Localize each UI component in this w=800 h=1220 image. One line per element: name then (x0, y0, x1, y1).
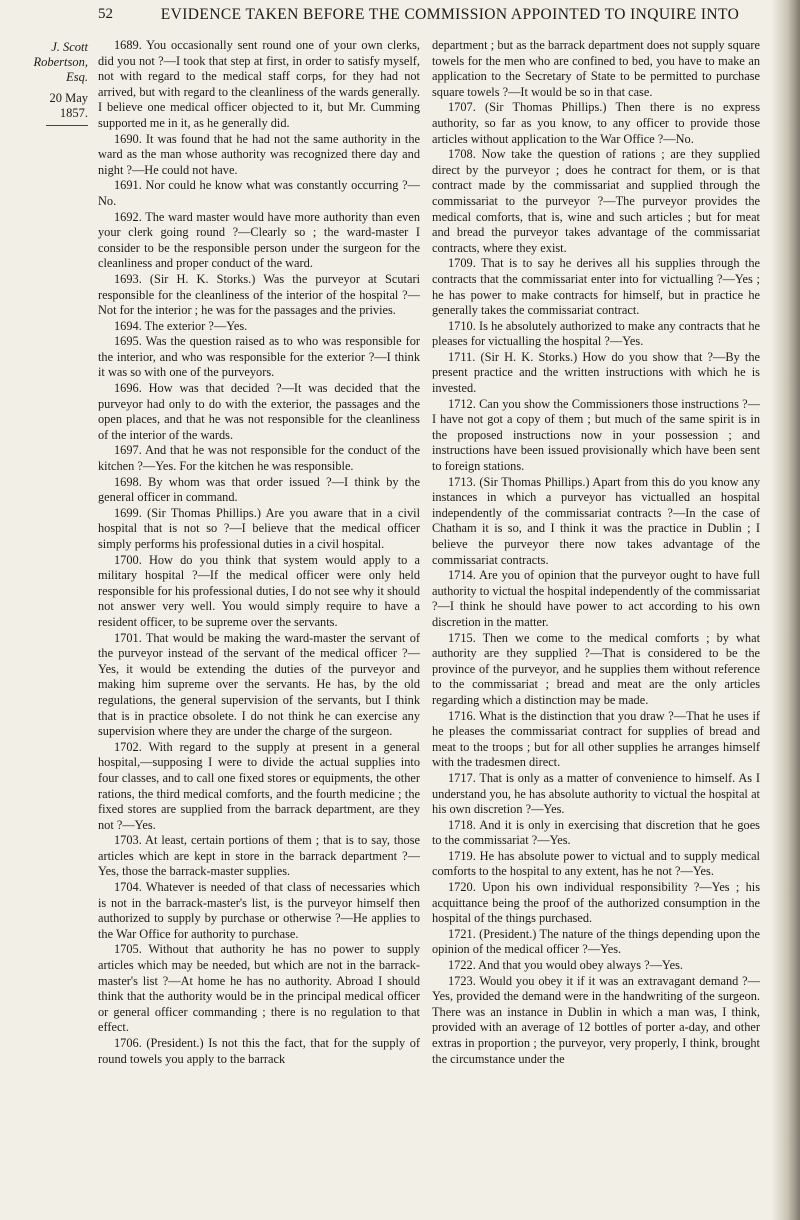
paragraph: 1697. And that he was not responsible for the conduct of the kitchen ?—Yes. For the kitchen he was responsible. (98, 443, 420, 474)
paragraph: 1722. And that you would obey always ?—Yes. (448, 958, 683, 973)
paragraph: 1703. At least, certain portions of them ; that is to say, those articles which are kept in store in the barrack department ?—Yes, those the barrack-master supplies. (98, 833, 420, 879)
paragraph: 1708. Now take the question of rations ; are they supplied direct by the purveyor ; does he contract for them, or is that contract made by the commissariat and supplied through the commissariat to the purveyor ?—The purveyor provides the medical comforts, that is, wine and such articles ; but for meat and bread the purveyor takes advantage of the commissariat contracts, where they exist. (432, 147, 760, 255)
paragraph: 1696. How was that decided ?—It was decided that the purveyor had only to do with the exterior, the passages and the open places, and that he was not responsible for the cleanliness of the interior of the wards. (98, 381, 420, 442)
paragraph: department ; but as the barrack department does not supply square towels for the men who are confined to bed, you have to make an application to the Secretary of State to be permitted to purchase square towels ?—It would be so in that case. (432, 38, 760, 99)
paragraph: 1713. (Sir Thomas Phillips.) Apart from this do you know any instances in which a purveyor has victualled an hospital independently of the commissariat contracts ?—In the case of Chatham it is so, and I think it was the practice in Dublin ; I believe the purveyor there now takes advantage of the commissariat contracts. (432, 474, 760, 567)
running-head: EVIDENCE TAKEN BEFORE THE COMMISSION APPOINTED TO INQUIRE INTO (160, 6, 740, 23)
paragraph: 1709. That is to say he derives all his supplies through the contracts that the commissariat enter into for victualling ?—Yes ; he has power to make contracts for himself, but in practice he generally takes the commissariat contract. (432, 256, 760, 318)
paragraph: 1690. It was found that he had not the same authority in the ward as the man whose authority was recognized there day and night ?—He could not have. (98, 131, 420, 177)
paragraph: 1712. Can you show the Commissioners those instructions ?—I have not got a copy of them ; but much of the same spirit is in the proposed instructions now in your possession ; and instructions have been issued provisionally which have been sent to foreign stations. (432, 396, 760, 474)
paragraph: 1717. That is only as a matter of convenience to himself. As I understand you, he has absolute authority to victual the hospital at his own discretion ?—Yes. (432, 770, 760, 817)
paragraph: 1716. What is the distinction that you draw ?—That he uses if he pleases the commissariat contract for supplies of bread and meat to the troops ; but for all other supplies he arranges himself with the tradesmen direct. (432, 708, 760, 770)
page-number: 52 (98, 6, 113, 22)
paragraph: 1707. (Sir Thomas Phillips.) Then there is no express authority, so far as you know, to any officer to provide those articles without application to the War Office ?—No. (432, 100, 760, 146)
paragraph: 1702. With regard to the supply at present in a general hospital,—supposing I were to divide the actual supplies into four classes, and to call one fixed stores or equipments, the other rations, the third medical comforts, and the fourth medicine ; the fixed stores are supplied from the barrack department, are they not ?—Yes. (98, 739, 420, 832)
paragraph: 1695. Was the question raised as to who was responsible for the interior, and who was responsible for the exterior ?—I think it was so with one of the purveyors. (98, 334, 420, 380)
paragraph: 1723. Would you obey it if it was an extravagant demand ?—Yes, provided the demand were in the handwriting of the surgeon. There was an instance in Dublin in which a man was, I think, provided with an average of 12 bottles of porter a-day, and other extras in proportion ; the purveyor, very properly, I think, brought the circumstance under the (432, 973, 760, 1066)
margin-note (30, 40, 88, 126)
paragraph: 1711. (Sir H. K. Storks.) How do you show that ?—By the present practice and the written instructions with which he is invested. (432, 349, 760, 396)
paragraph: 1693. (Sir H. K. Storks.) Was the purveyor at Scutari responsible for the cleanliness of the interior of the hospital ?—Not for the interior ; he was for the passages and the privies. (98, 271, 420, 318)
paragraph: 1715. Then we come to the medical comforts ; by what authority are they supplied ?—That is considered to be the province of the purveyor, and he supplies them without reference to the commissariat ; bread and meat are the only articles regarding which a distinction may be made. (432, 630, 760, 707)
paragraph: 1689. You occasionally sent round one of your own clerks, did you not ?—I took that step at first, in order to satisfy myself, not with regard to the medical staff corps, for they had not arrived, but with regard to the cleanliness of the wards generally. I believe one medical officer objected to it, but Mr. Cumming supported me in it, as he generally did. (98, 38, 420, 130)
paragraph: 1718. And it is only in exercising that discretion that he goes to the commissariat ?—Yes. (432, 817, 760, 848)
page-header (0, 6, 800, 34)
paragraph: 1710. Is he absolutely authorized to make any contracts that he pleases for victualling the hospital ?—Yes. (432, 318, 760, 349)
right-column (432, 38, 760, 1067)
paragraph: 1701. That would be making the ward-master the servant of the purveyor instead of the servant of the medical officer ?—Yes, it would be extending the duties of the purveyor and making him supreme over the servants. He has, by the old regulations, the general supervision of the servants, but I think that is in practice obsolete. I do not think he can exercise any supervision where they are under the charge of the surgeon. (98, 630, 420, 739)
paragraph: 1691. Nor could he know what was constantly occurring ?—No. (98, 178, 420, 208)
paragraph: 1704. Whatever is needed of that class of necessaries which is not in the barrack-master's list, is the purveyor himself then authorized to supply by purchase or otherwise ?—He applies to the War Office for authority to purchase. (98, 880, 420, 941)
paragraph: 1705. Without that authority he has no power to supply articles which may be needed, but which are not in the barrack-master's list ?—At home he has no authority. Abroad I should think that the authority would be in the principal medical officer or general officer commanding ; there is no regulation to that effect. (98, 942, 420, 1035)
margin-rule (46, 125, 88, 126)
paragraph: 1720. Upon his own individual responsibility ?—Yes ; his acquittance being the proof of the authorized consumption in the hospital of the things purchased. (432, 880, 760, 926)
paragraph: 1699. (Sir Thomas Phillips.) Are you aware that in a civil hospital that is not so ?—I believe that the medical officer simply performs his professional duties in a civil hospital. (98, 505, 420, 551)
testimony-date: 20 May 1857. (49, 91, 88, 120)
paragraph: 1721. (President.) The nature of the things depending upon the opinion of the medical officer ?—Yes. (432, 926, 760, 957)
paragraph: 1714. Are you of opinion that the purveyor ought to have full authority to victual the hospital independently of the commissariat ?—I think he should have power to act according to his own discretion in the matter. (432, 568, 760, 629)
paragraph: 1706. (President.) Is not this the fact, that for the supply of round towels you apply to the barrack (98, 1036, 420, 1066)
page-edge-shadow (772, 0, 800, 1220)
left-column (98, 38, 420, 1067)
witness-name: J. Scott Robertson, Esq. (33, 40, 88, 84)
paragraph: 1700. How do you think that system would apply to a military hospital ?—If the medical officer were only held responsible for his professional duties, I do not see why it should not answer very well. You would simply require to have a resident officer, to be supreme over the servants. (98, 552, 420, 629)
paragraph: 1719. He has absolute power to victual and to supply medical comforts to the hospital to any extent, has he not ?—Yes. (432, 848, 760, 879)
paragraph: 1698. By whom was that order issued ?—I think by the general officer in command. (98, 474, 420, 505)
paragraph: 1692. The ward master would have more authority than even your clerk going round ?—Clearly so ; the ward-master I consider to be the responsible person under the surgeon for the cleanliness and proper conduct of the ward. (98, 209, 420, 271)
paragraph: 1694. The exterior ?—Yes. (114, 318, 248, 333)
